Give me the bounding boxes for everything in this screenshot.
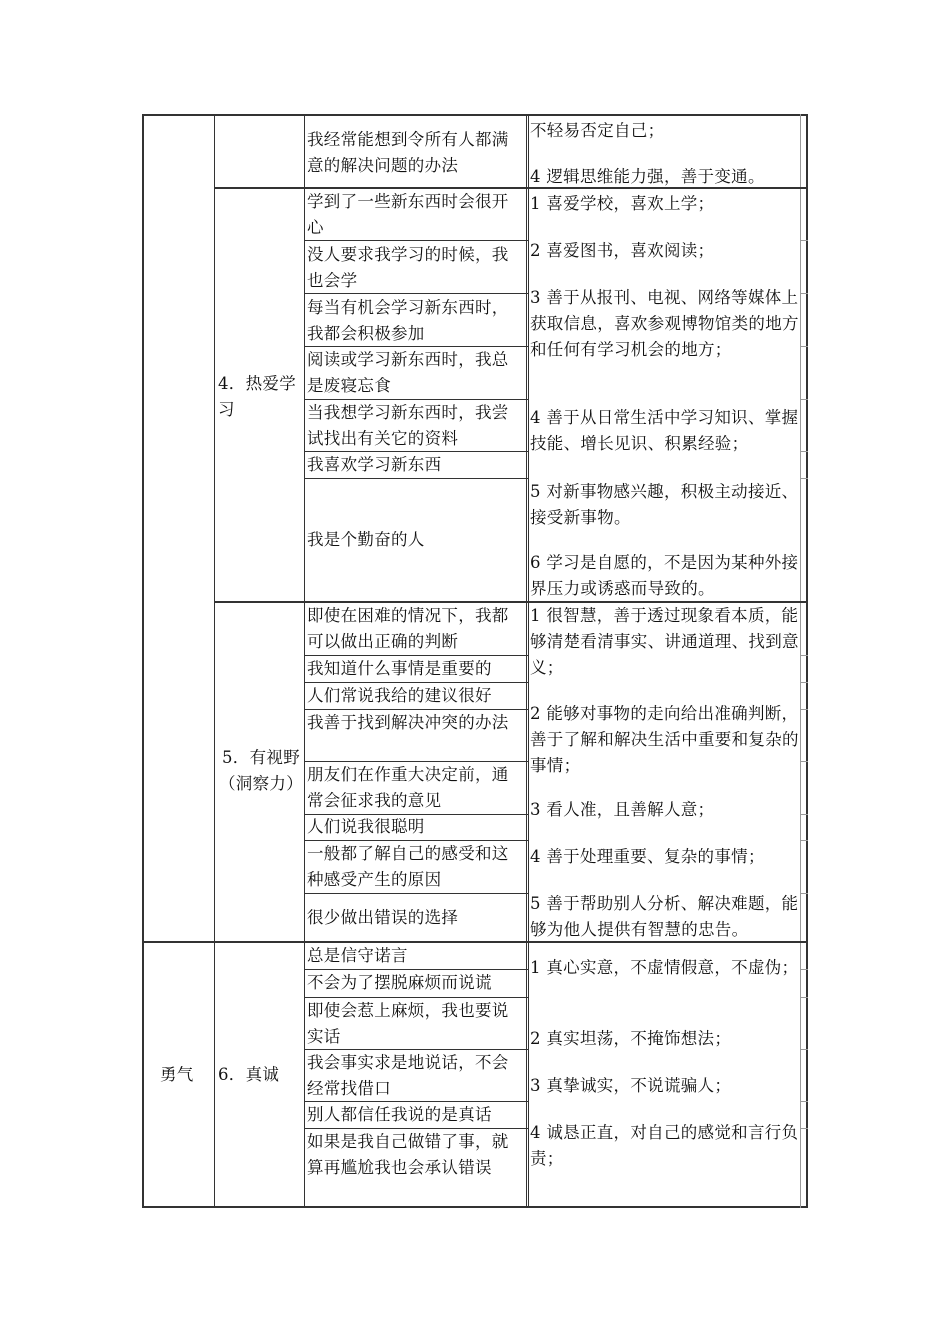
statement-cell: 每当有机会学习新东西时，我都会积极参加 (307, 298, 509, 343)
statement-cell: 即使在困难的情况下，我都可以做出正确的判断 (307, 606, 509, 651)
description-item: 4 善于从日常生活中学习知识、掌握技能、增长见识、积累经验； (530, 408, 799, 453)
stmt-sep (304, 478, 528, 479)
edge-tick (800, 840, 808, 841)
edge-tick (800, 814, 808, 815)
statement-cell: 朋友们在作重大决定前，通常会征求我的意见 (307, 765, 509, 810)
statement-cell: 我善于找到解决冲突的办法 (307, 713, 509, 732)
description-item: 3 真挚诚实，不说谎骗人； (530, 1076, 732, 1095)
statement-cell: 即使会惹上麻烦，我也要说实话 (307, 1001, 509, 1046)
col-sep-1 (214, 114, 215, 1208)
description-item: 1 很智慧，善于透过现象看本质，能够清楚看清事实、讲通道理、找到意义； (530, 606, 799, 677)
statement-cell: 人们说我很聪明 (307, 817, 425, 836)
edge-tick (800, 969, 808, 970)
strength-label: 4．热爱学习 (218, 374, 296, 419)
stmt-sep (304, 893, 528, 894)
statement-cell: 我经常能想到令所有人都满意的解决问题的办法 (307, 130, 509, 175)
edge-tick (800, 293, 808, 294)
statement-cell: 我知道什么事情是重要的 (307, 659, 492, 678)
description-item: 5 善于帮助别人分析、解决难题，能够为他人提供有智慧的忠告。 (530, 894, 799, 939)
edge-tick (800, 346, 808, 347)
edge-tick (800, 761, 808, 762)
description-cell (530, 116, 802, 190)
description-item: 1 喜爱学校，喜欢上学； (530, 194, 715, 213)
statement-cell: 我喜欢学习新东西 (307, 455, 442, 474)
edge-tick (800, 997, 808, 998)
statement-cell: 总是信守诺言 (307, 946, 408, 965)
edge-tick (800, 1128, 808, 1129)
strength-label: 5．有视野（洞察力） (219, 748, 303, 793)
description-item: 1 真心实意，不虚情假意，不虚伪； (530, 958, 799, 977)
col-sep-3b (528, 114, 529, 1208)
statement-cell: 阅读或学习新东西时，我总是废寝忘食 (307, 350, 509, 395)
col-sep-2 (304, 114, 305, 1208)
edge-tick (800, 240, 808, 241)
description-item: 3 善于从报刊、电视、网络等媒体上获取信息，喜欢参观博物馆类的地方和任何有学习机会的地方； (530, 288, 799, 359)
statement-cell: 别人都信任我说的是真话 (307, 1105, 492, 1124)
col-sep-3 (526, 114, 527, 1208)
description-item: 3 看人准，且善解人意； (530, 800, 715, 819)
description-item: 2 真实坦荡，不掩饰想法； (530, 1029, 732, 1048)
table-border-left (142, 114, 144, 1208)
statement-cell: 学到了一些新东西时会很开心 (307, 192, 509, 237)
edge-tick (800, 1101, 808, 1102)
statement-cell: 我是个勤奋的人 (307, 530, 425, 549)
description-item: 2 能够对事物的走向给出准确判断，善于了解和解决生活中重要和复杂的事情； (530, 704, 799, 775)
description-item: 4 善于处理重要、复杂的事情； (530, 847, 765, 866)
edge-tick (800, 1049, 808, 1050)
statement-cell: 当我想学习新东西时，我尝试找出有关它的资料 (307, 403, 509, 448)
statement-cell: 不会为了摆脱麻烦而说谎 (307, 973, 492, 992)
statement-cell: 如果是我自己做错了事，就算再尴尬我也会承认错误 (307, 1132, 509, 1177)
table-border-right (806, 114, 808, 1208)
edge-tick (800, 709, 808, 710)
statement-cell: 我会事实求是地说话，不会经常找借口 (307, 1053, 509, 1098)
description-item: 5 对新事物感兴趣，积极主动接近、接受新事物。 (530, 482, 799, 527)
description-item: 6 学习是自愿的，不是因为某种外接界压力或诱惑而导致的。 (530, 553, 799, 598)
statement-cell: 一般都了解自己的感受和这种感受产生的原因 (307, 844, 509, 889)
statement-cell: 人们常说我给的建议很好 (307, 686, 492, 705)
description-item: 不轻易否定自己； (530, 121, 665, 140)
description-item: 4 诚恳正直，对自己的感觉和言行负责； (530, 1123, 799, 1168)
category-label: 勇气 (160, 1065, 194, 1084)
edge-tick (800, 682, 808, 683)
description-item: 2 喜爱图书，喜欢阅读； (530, 241, 715, 260)
edge-tick (800, 478, 808, 479)
statement-cell: 很少做出错误的选择 (307, 908, 459, 927)
table-border-bottom (142, 1206, 808, 1208)
description-item: 4 逻辑思维能力强，善于变通。 (530, 167, 765, 186)
strength-label: 6．真诚 (218, 1065, 280, 1084)
statement-cell: 没人要求我学习的时候，我也会学 (307, 245, 509, 290)
edge-tick (800, 399, 808, 400)
